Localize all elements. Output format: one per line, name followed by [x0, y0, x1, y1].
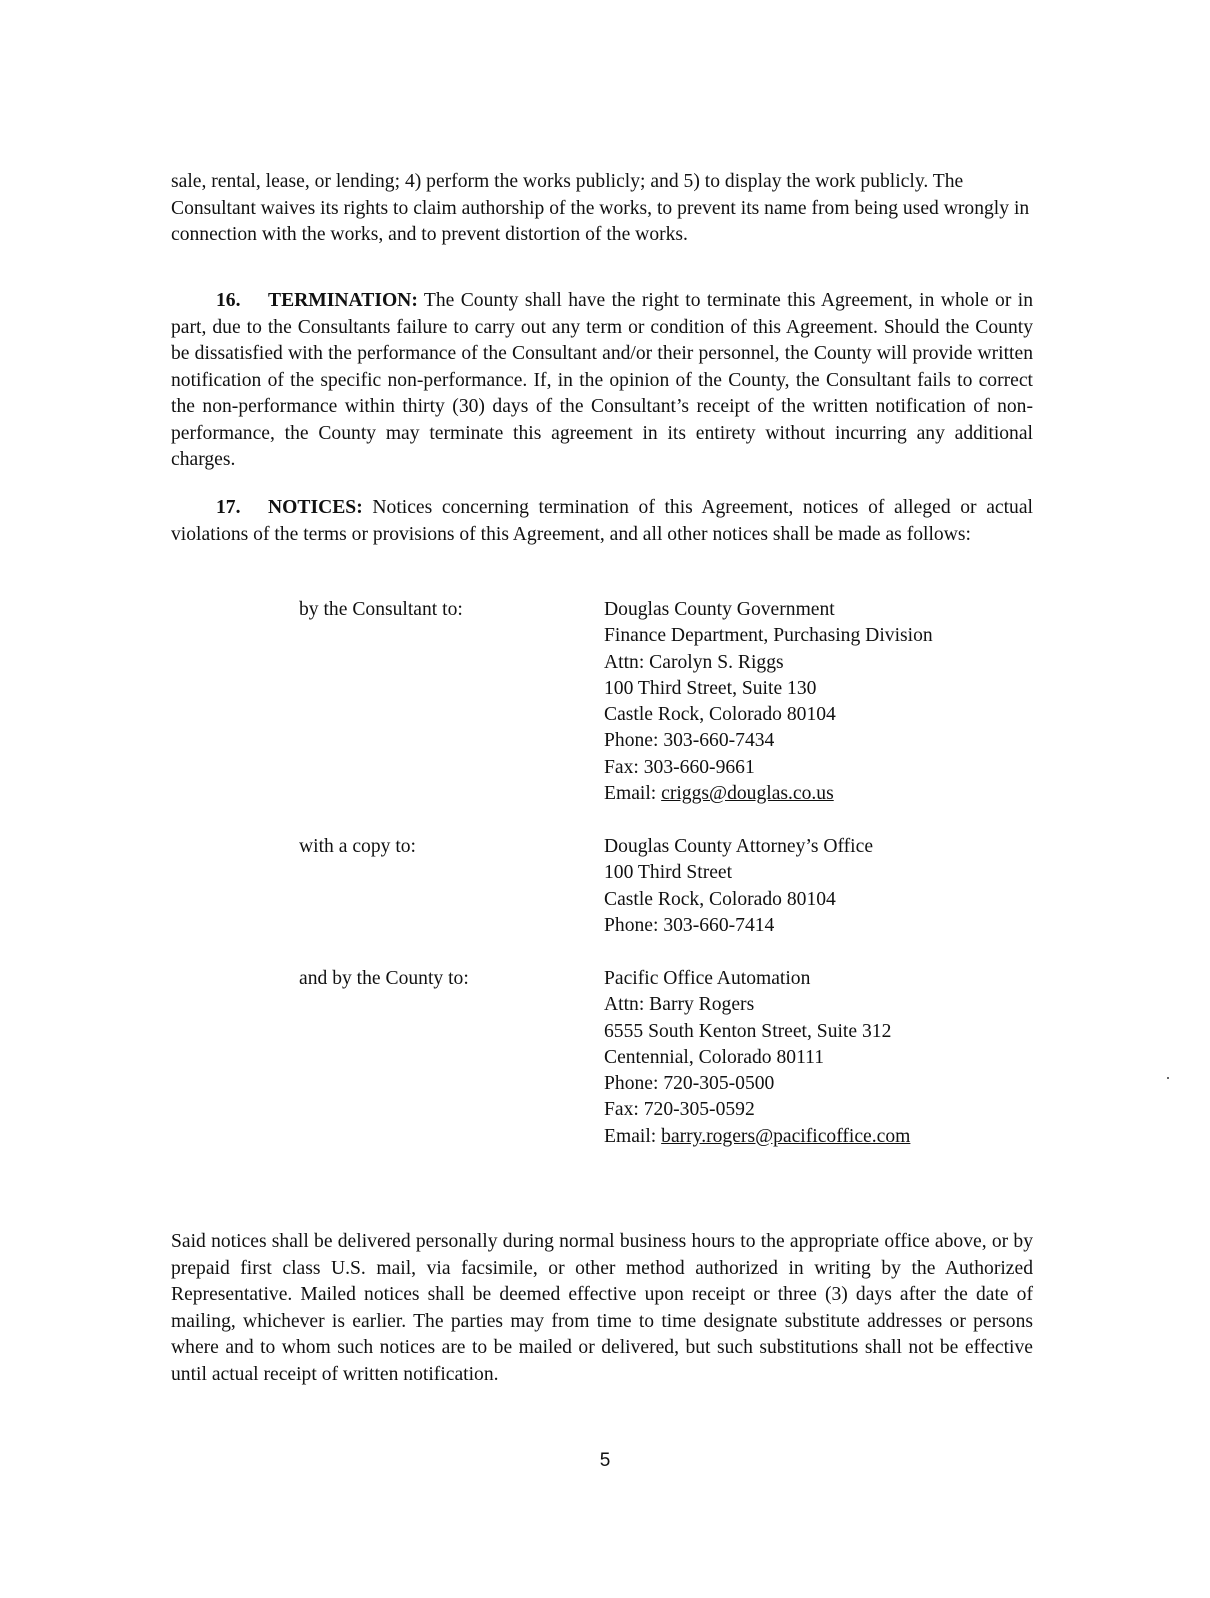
address-line: Pacific Office Automation — [604, 968, 811, 989]
email-line — [604, 1124, 1044, 1150]
notice-label: by the Consultant to: — [299, 599, 463, 620]
address-line: Attn: Barry Rogers — [604, 994, 755, 1016]
closing-paragraph: Said notices shall be delivered personally during normal business hours to the appropriate office above, or by prepaid first class U.S. mail, via facsimile, or other method authorized in writing by the Authorized Representative. Mailed notices shall be deemed effective upon receipt or three (3) days after the date of mailing, whichever is earlier. The parties may from time to time designate substitute addresses or persons where and to whom such notices are to be mailed or delivered, but such substitutions shall not be effective until actual receipt of written notification. — [171, 1231, 1033, 1385]
section-17-notices — [171, 495, 1033, 548]
notice-address — [604, 966, 1044, 1150]
section-text: Notices concerning termination of this Agreement, notices of alleged or actual violations of the terms or provisions of this Agreement, and all other notices shall be made as follows: — [171, 497, 1033, 545]
address-line: Centennial, Colorado 80111 — [604, 1046, 825, 1068]
address-line: 6555 South Kenton Street, Suite 312 — [604, 1020, 892, 1042]
address-line: Castle Rock, Colorado 80104 — [604, 888, 836, 910]
fax-line: Fax: 303-660-9661 — [604, 756, 755, 778]
notice-label: and by the County to: — [299, 968, 469, 989]
section-heading: NOTICES: — [268, 497, 363, 518]
address-line: 100 Third Street, Suite 130 — [604, 677, 817, 699]
page-number: 5 — [599, 1450, 611, 1471]
address-line: Douglas County Government — [604, 599, 835, 620]
notice-address — [604, 834, 1044, 939]
section-16-termination — [171, 288, 1033, 474]
fax-line: Fax: 720-305-0592 — [604, 1099, 755, 1121]
notice-address — [604, 597, 1044, 807]
phone-line: Phone: 720-305-0500 — [604, 1073, 775, 1095]
address-line: Douglas County Attorney’s Office — [604, 836, 874, 857]
phone-line: Phone: 303-660-7414 — [604, 914, 775, 936]
section-heading: TERMINATION: — [268, 290, 418, 311]
email-link-criggs[interactable]: criggs@douglas.co.us — [661, 783, 834, 805]
section-number: 17. — [216, 497, 241, 518]
address-line: 100 Third Street — [604, 862, 733, 884]
section-number: 16. — [216, 290, 241, 311]
scan-artifact — [1167, 1077, 1169, 1079]
notice-label: with a copy to: — [299, 836, 416, 857]
email-prefix: Email: — [604, 1125, 662, 1147]
email-link-barry-rogers[interactable]: barry.rogers@pacificoffice.com — [661, 1125, 911, 1147]
address-line: Castle Rock, Colorado 80104 — [604, 704, 836, 726]
phone-line: Phone: 303-660-7434 — [604, 730, 775, 752]
address-line: Attn: Carolyn S. Riggs — [604, 651, 784, 673]
email-prefix: Email: — [604, 783, 662, 805]
email-line — [604, 781, 1044, 807]
section-text: The County shall have the right to terminate this Agreement, in whole or in part, due to the Consultants failure to carry out any term or condition of this Agreement. Should the County be dissatisfied with the performance of the Consultant and/or their personnel, the County will provide written notification of the specific non-performance. If, in the opinion of the County, the Consultant fails to correct the non-performance within thirty (30) days of the Consultant’s receipt of the written notification of non-performance, the County may terminate this agreement in its entirety without incurring any additional charges. — [171, 290, 1033, 470]
continuation-paragraph: sale, rental, lease, or lending; 4) perform the works publicly; and 5) to display the work publicly. The Consultant waives its rights to claim authorship of the works, to prevent its name from being used wrongly in connection with the works, and to prevent distortion of the works. — [171, 171, 1030, 245]
address-line: Finance Department, Purchasing Division — [604, 625, 933, 647]
